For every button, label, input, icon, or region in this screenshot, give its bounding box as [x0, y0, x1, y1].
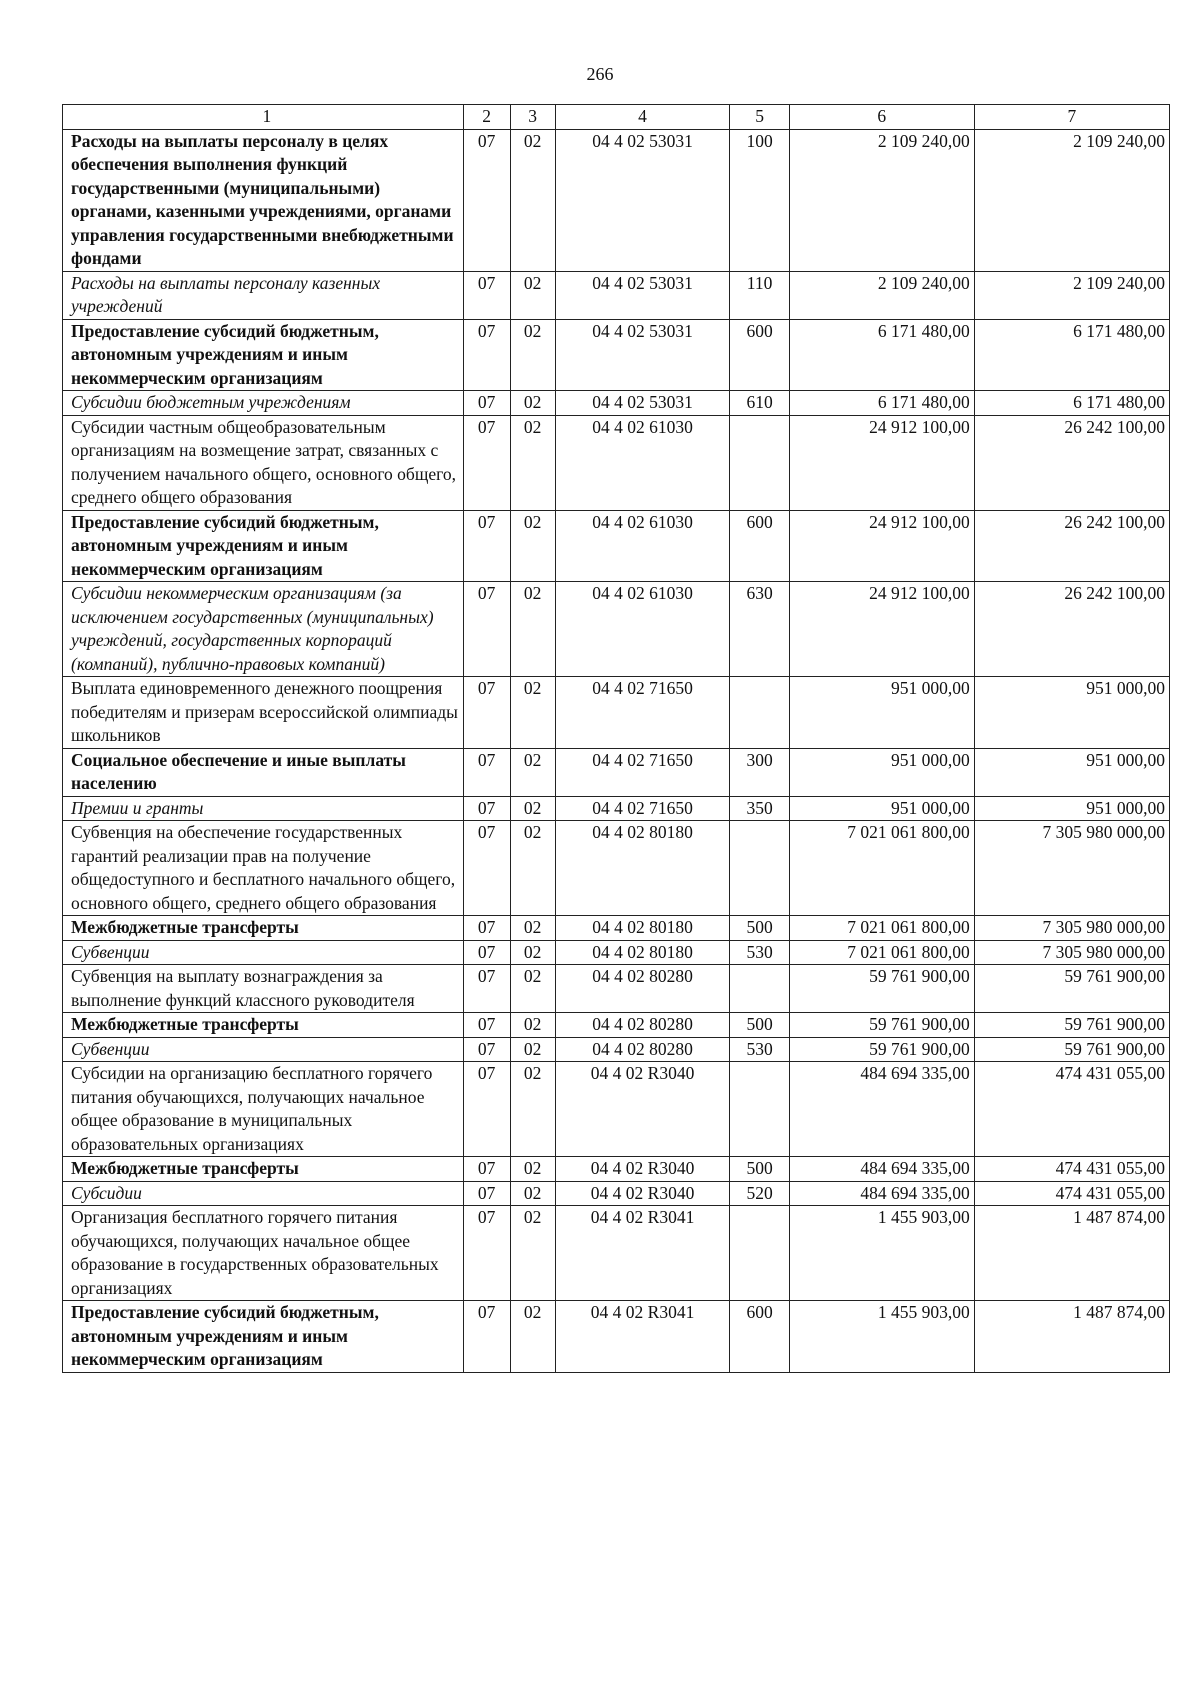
amount-year1-cell: 7 021 061 800,00: [789, 821, 974, 916]
section-code-cell: 07: [463, 1301, 510, 1373]
amount-year1-cell: 24 912 100,00: [789, 510, 974, 582]
row-name-cell: Предоставление субсидий бюджетным, автономным учреждениям и иным некоммерческим организациям: [63, 1301, 464, 1373]
expense-type-cell: 600: [730, 510, 789, 582]
amount-year1-cell: 951 000,00: [789, 796, 974, 821]
row-name-cell: Субсидии некоммерческим организациям (за исключением государственных (муниципальных) учреждений, государственных корпораций (компаний), публично-правовых компаний): [63, 582, 464, 677]
section-code-cell: 07: [463, 391, 510, 416]
expense-type-cell: 600: [730, 319, 789, 391]
target-article-cell: 04 4 02 80180: [555, 821, 730, 916]
section-code-cell: 07: [463, 510, 510, 582]
amount-year2-cell: 6 171 480,00: [974, 391, 1169, 416]
subsection-code-cell: 02: [510, 940, 555, 965]
target-article-cell: 04 4 02 53031: [555, 271, 730, 319]
section-code-cell: 07: [463, 415, 510, 510]
target-article-cell: 04 4 02 R3040: [555, 1157, 730, 1182]
expense-type-cell: 520: [730, 1181, 789, 1206]
section-code-cell: 07: [463, 1157, 510, 1182]
amount-year1-cell: 7 021 061 800,00: [789, 940, 974, 965]
row-name-cell: Субвенция на обеспечение государственных гарантий реализации прав на получение общедоступного и бесплатного начального общего, основного общего, среднего общего образования: [63, 821, 464, 916]
target-article-cell: 04 4 02 80280: [555, 1037, 730, 1062]
amount-year2-cell: 59 761 900,00: [974, 1037, 1169, 1062]
expense-type-cell: 530: [730, 940, 789, 965]
amount-year2-cell: 474 431 055,00: [974, 1157, 1169, 1182]
row-name-cell: Субсидии на организацию бесплатного горячего питания обучающихся, получающих начальное общее образование в муниципальных образовательных организациях: [63, 1062, 464, 1157]
table-row: [63, 748, 1170, 796]
column-header: 1: [63, 105, 464, 130]
section-code-cell: 07: [463, 796, 510, 821]
row-name-cell: Субвенции: [63, 940, 464, 965]
row-name-cell: Премии и гранты: [63, 796, 464, 821]
amount-year2-cell: 1 487 874,00: [974, 1301, 1169, 1373]
subsection-code-cell: 02: [510, 319, 555, 391]
target-article-cell: 04 4 02 R3041: [555, 1206, 730, 1301]
expense-type-cell: [730, 821, 789, 916]
column-header: 2: [463, 105, 510, 130]
amount-year1-cell: 2 109 240,00: [789, 271, 974, 319]
subsection-code-cell: 02: [510, 796, 555, 821]
table-row: [63, 510, 1170, 582]
row-name-cell: Выплата единовременного денежного поощрения победителям и призерам всероссийской олимпиады школьников: [63, 677, 464, 749]
target-article-cell: 04 4 02 80280: [555, 1013, 730, 1038]
section-code-cell: 07: [463, 319, 510, 391]
row-name-cell: Межбюджетные трансферты: [63, 916, 464, 941]
table-row: [63, 319, 1170, 391]
section-code-cell: 07: [463, 1062, 510, 1157]
table-row: [63, 940, 1170, 965]
section-code-cell: 07: [463, 129, 510, 271]
table-header-row: [63, 105, 1170, 130]
row-name-cell: Субсидии частным общеобразовательным организациям на возмещение затрат, связанных с получением начального общего, основного общего, среднего общего образования: [63, 415, 464, 510]
amount-year1-cell: 6 171 480,00: [789, 319, 974, 391]
subsection-code-cell: 02: [510, 1181, 555, 1206]
subsection-code-cell: 02: [510, 1157, 555, 1182]
subsection-code-cell: 02: [510, 510, 555, 582]
section-code-cell: 07: [463, 821, 510, 916]
subsection-code-cell: 02: [510, 415, 555, 510]
amount-year1-cell: 484 694 335,00: [789, 1062, 974, 1157]
section-code-cell: 07: [463, 916, 510, 941]
table-row: [63, 1013, 1170, 1038]
target-article-cell: 04 4 02 80280: [555, 965, 730, 1013]
table-row: [63, 415, 1170, 510]
section-code-cell: 07: [463, 748, 510, 796]
row-name-cell: Субсидии: [63, 1181, 464, 1206]
amount-year2-cell: 951 000,00: [974, 677, 1169, 749]
section-code-cell: 07: [463, 965, 510, 1013]
table-row: [63, 1181, 1170, 1206]
table-row: [63, 1037, 1170, 1062]
target-article-cell: 04 4 02 R3040: [555, 1181, 730, 1206]
row-name-cell: Предоставление субсидий бюджетным, автономным учреждениям и иным некоммерческим организациям: [63, 319, 464, 391]
amount-year1-cell: 59 761 900,00: [789, 1013, 974, 1038]
amount-year2-cell: 474 431 055,00: [974, 1181, 1169, 1206]
subsection-code-cell: 02: [510, 1301, 555, 1373]
subsection-code-cell: 02: [510, 391, 555, 416]
target-article-cell: 04 4 02 53031: [555, 129, 730, 271]
amount-year1-cell: 6 171 480,00: [789, 391, 974, 416]
section-code-cell: 07: [463, 1181, 510, 1206]
section-code-cell: 07: [463, 1037, 510, 1062]
section-code-cell: 07: [463, 271, 510, 319]
amount-year2-cell: 26 242 100,00: [974, 510, 1169, 582]
row-name-cell: Предоставление субсидий бюджетным, автономным учреждениям и иным некоммерческим организациям: [63, 510, 464, 582]
section-code-cell: 07: [463, 582, 510, 677]
amount-year1-cell: 24 912 100,00: [789, 582, 974, 677]
amount-year1-cell: 1 455 903,00: [789, 1301, 974, 1373]
subsection-code-cell: 02: [510, 1062, 555, 1157]
table-row: [63, 1157, 1170, 1182]
amount-year1-cell: 951 000,00: [789, 748, 974, 796]
expense-type-cell: 100: [730, 129, 789, 271]
table-row: [63, 582, 1170, 677]
table-row: [63, 677, 1170, 749]
target-article-cell: 04 4 02 71650: [555, 677, 730, 749]
amount-year1-cell: 59 761 900,00: [789, 1037, 974, 1062]
column-header: 4: [555, 105, 730, 130]
section-code-cell: 07: [463, 1206, 510, 1301]
row-name-cell: Расходы на выплаты персоналу в целях обеспечения выполнения функций государственными (муниципальными) органами, казенными учреждениями, органами управления государственными внебюджетными фондами: [63, 129, 464, 271]
amount-year2-cell: 2 109 240,00: [974, 129, 1169, 271]
expense-type-cell: 610: [730, 391, 789, 416]
subsection-code-cell: 02: [510, 821, 555, 916]
row-name-cell: Субсидии бюджетным учреждениям: [63, 391, 464, 416]
target-article-cell: 04 4 02 R3041: [555, 1301, 730, 1373]
table-row: [63, 1206, 1170, 1301]
subsection-code-cell: 02: [510, 965, 555, 1013]
target-article-cell: 04 4 02 61030: [555, 415, 730, 510]
subsection-code-cell: 02: [510, 1037, 555, 1062]
expense-type-cell: [730, 1062, 789, 1157]
row-name-cell: Субвенция на выплату вознаграждения за выполнение функций классного руководителя: [63, 965, 464, 1013]
table-row: [63, 1301, 1170, 1373]
subsection-code-cell: 02: [510, 748, 555, 796]
row-name-cell: Межбюджетные трансферты: [63, 1157, 464, 1182]
column-header: 6: [789, 105, 974, 130]
target-article-cell: 04 4 02 61030: [555, 582, 730, 677]
amount-year1-cell: 484 694 335,00: [789, 1157, 974, 1182]
row-name-cell: Межбюджетные трансферты: [63, 1013, 464, 1038]
table-body: [63, 129, 1170, 1372]
subsection-code-cell: 02: [510, 1013, 555, 1038]
amount-year2-cell: 7 305 980 000,00: [974, 916, 1169, 941]
expense-type-cell: 500: [730, 916, 789, 941]
expense-type-cell: 110: [730, 271, 789, 319]
expense-type-cell: 350: [730, 796, 789, 821]
expense-type-cell: 530: [730, 1037, 789, 1062]
section-code-cell: 07: [463, 1013, 510, 1038]
target-article-cell: 04 4 02 80180: [555, 940, 730, 965]
expense-type-cell: 300: [730, 748, 789, 796]
target-article-cell: 04 4 02 R3040: [555, 1062, 730, 1157]
table-row: [63, 129, 1170, 271]
subsection-code-cell: 02: [510, 916, 555, 941]
amount-year1-cell: 2 109 240,00: [789, 129, 974, 271]
amount-year2-cell: 951 000,00: [974, 748, 1169, 796]
table-row: [63, 796, 1170, 821]
table-row: [63, 271, 1170, 319]
amount-year2-cell: 7 305 980 000,00: [974, 821, 1169, 916]
page-number: 266: [586, 64, 614, 84]
amount-year2-cell: 2 109 240,00: [974, 271, 1169, 319]
amount-year1-cell: 7 021 061 800,00: [789, 916, 974, 941]
amount-year1-cell: 59 761 900,00: [789, 965, 974, 1013]
table-row: [63, 821, 1170, 916]
amount-year2-cell: 59 761 900,00: [974, 1013, 1169, 1038]
target-article-cell: 04 4 02 71650: [555, 748, 730, 796]
expense-type-cell: [730, 1206, 789, 1301]
expense-type-cell: 600: [730, 1301, 789, 1373]
budget-table: [62, 104, 1170, 1373]
amount-year2-cell: 1 487 874,00: [974, 1206, 1169, 1301]
amount-year1-cell: 484 694 335,00: [789, 1181, 974, 1206]
column-header: 5: [730, 105, 789, 130]
expense-type-cell: [730, 677, 789, 749]
expense-type-cell: [730, 965, 789, 1013]
subsection-code-cell: 02: [510, 582, 555, 677]
amount-year2-cell: 26 242 100,00: [974, 415, 1169, 510]
table-row: [63, 1062, 1170, 1157]
amount-year2-cell: 26 242 100,00: [974, 582, 1169, 677]
amount-year1-cell: 1 455 903,00: [789, 1206, 974, 1301]
amount-year2-cell: 6 171 480,00: [974, 319, 1169, 391]
table-row: [63, 965, 1170, 1013]
table-row: [63, 391, 1170, 416]
expense-type-cell: [730, 415, 789, 510]
amount-year2-cell: 59 761 900,00: [974, 965, 1169, 1013]
subsection-code-cell: 02: [510, 677, 555, 749]
section-code-cell: 07: [463, 677, 510, 749]
amount-year2-cell: 951 000,00: [974, 796, 1169, 821]
target-article-cell: 04 4 02 80180: [555, 916, 730, 941]
column-header: 7: [974, 105, 1169, 130]
target-article-cell: 04 4 02 71650: [555, 796, 730, 821]
row-name-cell: Социальное обеспечение и иные выплаты населению: [63, 748, 464, 796]
target-article-cell: 04 4 02 61030: [555, 510, 730, 582]
amount-year2-cell: 474 431 055,00: [974, 1062, 1169, 1157]
expense-type-cell: 500: [730, 1157, 789, 1182]
subsection-code-cell: 02: [510, 1206, 555, 1301]
section-code-cell: 07: [463, 940, 510, 965]
amount-year2-cell: 7 305 980 000,00: [974, 940, 1169, 965]
subsection-code-cell: 02: [510, 129, 555, 271]
row-name-cell: Расходы на выплаты персоналу казенных учреждений: [63, 271, 464, 319]
amount-year1-cell: 24 912 100,00: [789, 415, 974, 510]
row-name-cell: Субвенции: [63, 1037, 464, 1062]
column-header: 3: [510, 105, 555, 130]
target-article-cell: 04 4 02 53031: [555, 319, 730, 391]
amount-year1-cell: 951 000,00: [789, 677, 974, 749]
expense-type-cell: 630: [730, 582, 789, 677]
row-name-cell: Организация бесплатного горячего питания обучающихся, получающих начальное общее образование в государственных образовательных организациях: [63, 1206, 464, 1301]
subsection-code-cell: 02: [510, 271, 555, 319]
expense-type-cell: 500: [730, 1013, 789, 1038]
table-row: [63, 916, 1170, 941]
target-article-cell: 04 4 02 53031: [555, 391, 730, 416]
